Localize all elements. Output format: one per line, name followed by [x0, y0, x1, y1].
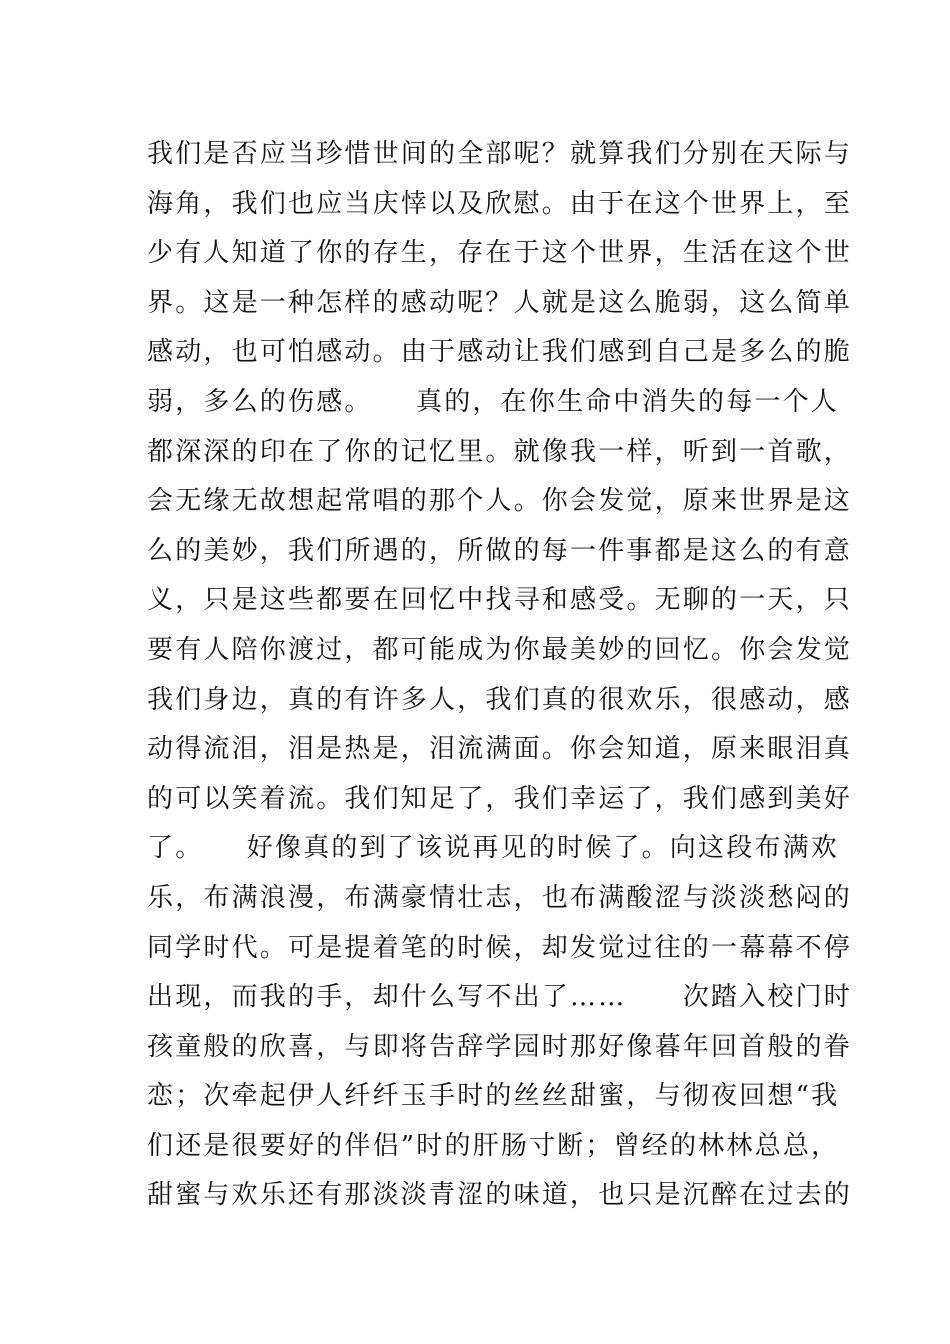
text-line: 的可以笑着流。我们知足了，我们幸运了，我们感到美好 — [147, 783, 853, 814]
text-line: 们还是很要好的伴侣”时的肝肠寸断；曾经的林林总总， — [147, 1130, 840, 1161]
text-line: 我们是否应当珍惜世间的全部呢？就算我们分别在天际与 — [147, 139, 853, 169]
text-line: 少有人知道了你的存生，存在于这个世界，生活在这个世 — [147, 238, 853, 269]
text-line: 我们身边，真的有许多人，我们真的很欢乐，很感动，感 — [147, 684, 853, 715]
text-line: 都深深的印在了你的记忆里。就像我一样，听到一首歌， — [147, 436, 853, 467]
text-line: 会无缘无故想起常唱的那个人。你会发觉，原来世界是这 — [147, 486, 853, 517]
text-line: 弱，多么的伤感。 真的，在你生命中消失的每一个人 — [147, 386, 840, 417]
text-line: 海角，我们也应当庆悻以及欣慰。由于在这个世界上，至 — [147, 188, 853, 219]
text-line: 义，只是这些都要在回忆中找寻和感受。无聊的一天，只 — [147, 585, 853, 616]
text-line: 甜蜜与欢乐还有那淡淡青涩的味道，也只是沉醉在过去的 — [147, 1180, 853, 1211]
text-line: 同学时代。可是提着笔的时候，却发觉过往的一幕幕不停 — [147, 932, 853, 963]
text-line: 出现，而我的手，却什么写不出了…… 次踏入校门时 — [147, 982, 853, 1013]
text-line: 么的美妙，我们所遇的，所做的每一件事都是这么的有意 — [147, 535, 853, 566]
text-line: 要有人陪你渡过，都可能成为你最美妙的回忆。你会发觉 — [147, 634, 853, 665]
text-line: 界。这是一种怎样的感动呢？人就是这么脆弱，这么简单 — [147, 287, 853, 318]
text-line: 动得流泪，泪是热是，泪流满面。你会知道，原来眼泪真 — [147, 734, 853, 765]
body-text — [147, 130, 853, 1221]
text-line: 了。 好像真的到了该说再见的时候了。向这段布满欢 — [147, 833, 840, 864]
text-line: 孩童般的欣喜，与即将告辞学园时那好像暮年回首般的眷 — [147, 1031, 853, 1062]
text-line: 恋；次牵起伊人纤纤玉手时的丝丝甜蜜，与彻夜回想“我 — [147, 1081, 840, 1112]
text-line: 乐，布满浪漫，布满豪情壮志，也布满酸涩与淡淡愁闷的 — [147, 882, 853, 913]
text-line: 感动，也可怕感动。由于感动让我们感到自己是多么的脆 — [147, 337, 853, 368]
